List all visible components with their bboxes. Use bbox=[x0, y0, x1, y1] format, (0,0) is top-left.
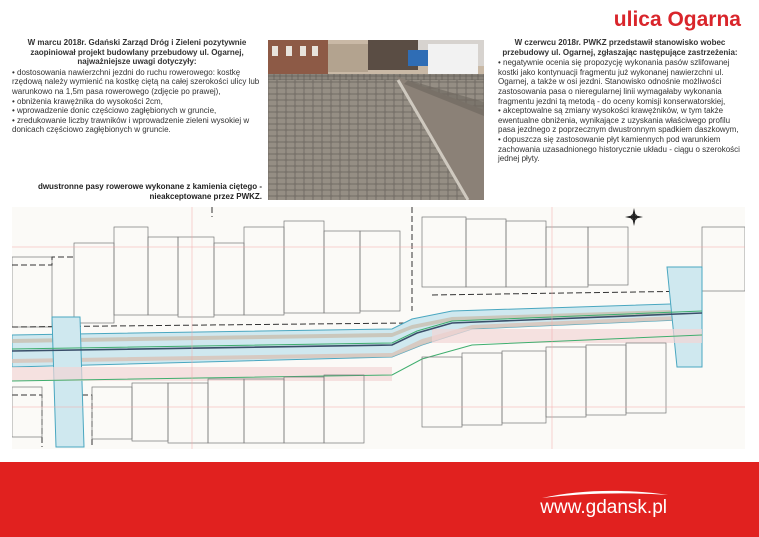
list-item: • zredukowanie liczby trawników i wprowadzenie zieleni wysokiej w donicach częściowo zagłębionych w gruncie. bbox=[12, 115, 250, 135]
cross-street-east bbox=[667, 267, 702, 367]
page-title: ulica Ogarna bbox=[613, 8, 741, 31]
right-intro: W czerwcu 2018r. PWKZ przedstawił stanowisko wobec przebudowy ul. Ogarnej, zgłaszając następujące zastrzeżenia: bbox=[502, 38, 738, 57]
list-item: • akceptowalne są zmiany wysokości krawężników, w tym także ewentualne obniżenia, wynikające z uzyskania właściwego profilu pasa jezdnego z poprzecznym dwustronnym spadkiem daszkowym, bbox=[498, 106, 739, 135]
list-item: • dopuszcza się zastosowanie płyt kamiennych pod warunkiem zachowania uzasadnionego historycznie układu - ciągu o szerokości jednej płyty. bbox=[498, 134, 740, 164]
north-arrow-icon bbox=[625, 208, 643, 226]
street-photo-image bbox=[268, 40, 484, 200]
street-photo bbox=[268, 40, 484, 200]
left-intro: W marcu 2018r. Gdański Zarząd Dróg i Zieleni pozytywnie zaopiniował projekt budowlany przebudowy ul. Ogarnej, najważniejsze uwagi dotyczyły: bbox=[27, 38, 247, 67]
sidewalk-south bbox=[12, 367, 392, 381]
site-plan-drawing bbox=[12, 207, 745, 449]
site-plan-map bbox=[12, 207, 745, 449]
photo-caption: dwustronne pasy rowerowe wykonane z kamienia ciętego - nieakceptowane przez PWKZ. bbox=[37, 182, 262, 201]
left-text-column bbox=[12, 38, 262, 135]
list-item: • wprowadzenie donic częściowo zagłębionych w gruncie, bbox=[12, 106, 217, 116]
boundary-lines bbox=[12, 207, 702, 447]
left-list bbox=[12, 68, 262, 135]
list-item: • dostosowania nawierzchni jezdni do ruchu rowerowego: kostkę rzędową należy wymienić na kostkę ciętą na całej szerokości ulicy lub warunkowo na 1,5m pasa rowerowego (zdjęcie po prawej), bbox=[12, 67, 260, 96]
right-text-column bbox=[498, 38, 742, 164]
list-item: • obniżenia krawężnika do wysokości 2cm, bbox=[12, 96, 163, 106]
footer-url[interactable]: www.gdansk.pl bbox=[540, 497, 667, 518]
list-item: • negatywnie ocenia się propozycję wykonania pasów szlifowanej kostki jako kontynuacji fragmentu już wykonanej nawierzchni ul. Ogarnej, a także w osi jezdni. Stanowisko odnośnie możliwości zastosowania pasa o nieregularnej linii wymagałaby wykonania fragmentu jezdni tą metodą - do oceny komisji konserwatorskiej, bbox=[498, 58, 730, 106]
right-list bbox=[498, 58, 742, 164]
cross-street-west bbox=[52, 317, 84, 447]
